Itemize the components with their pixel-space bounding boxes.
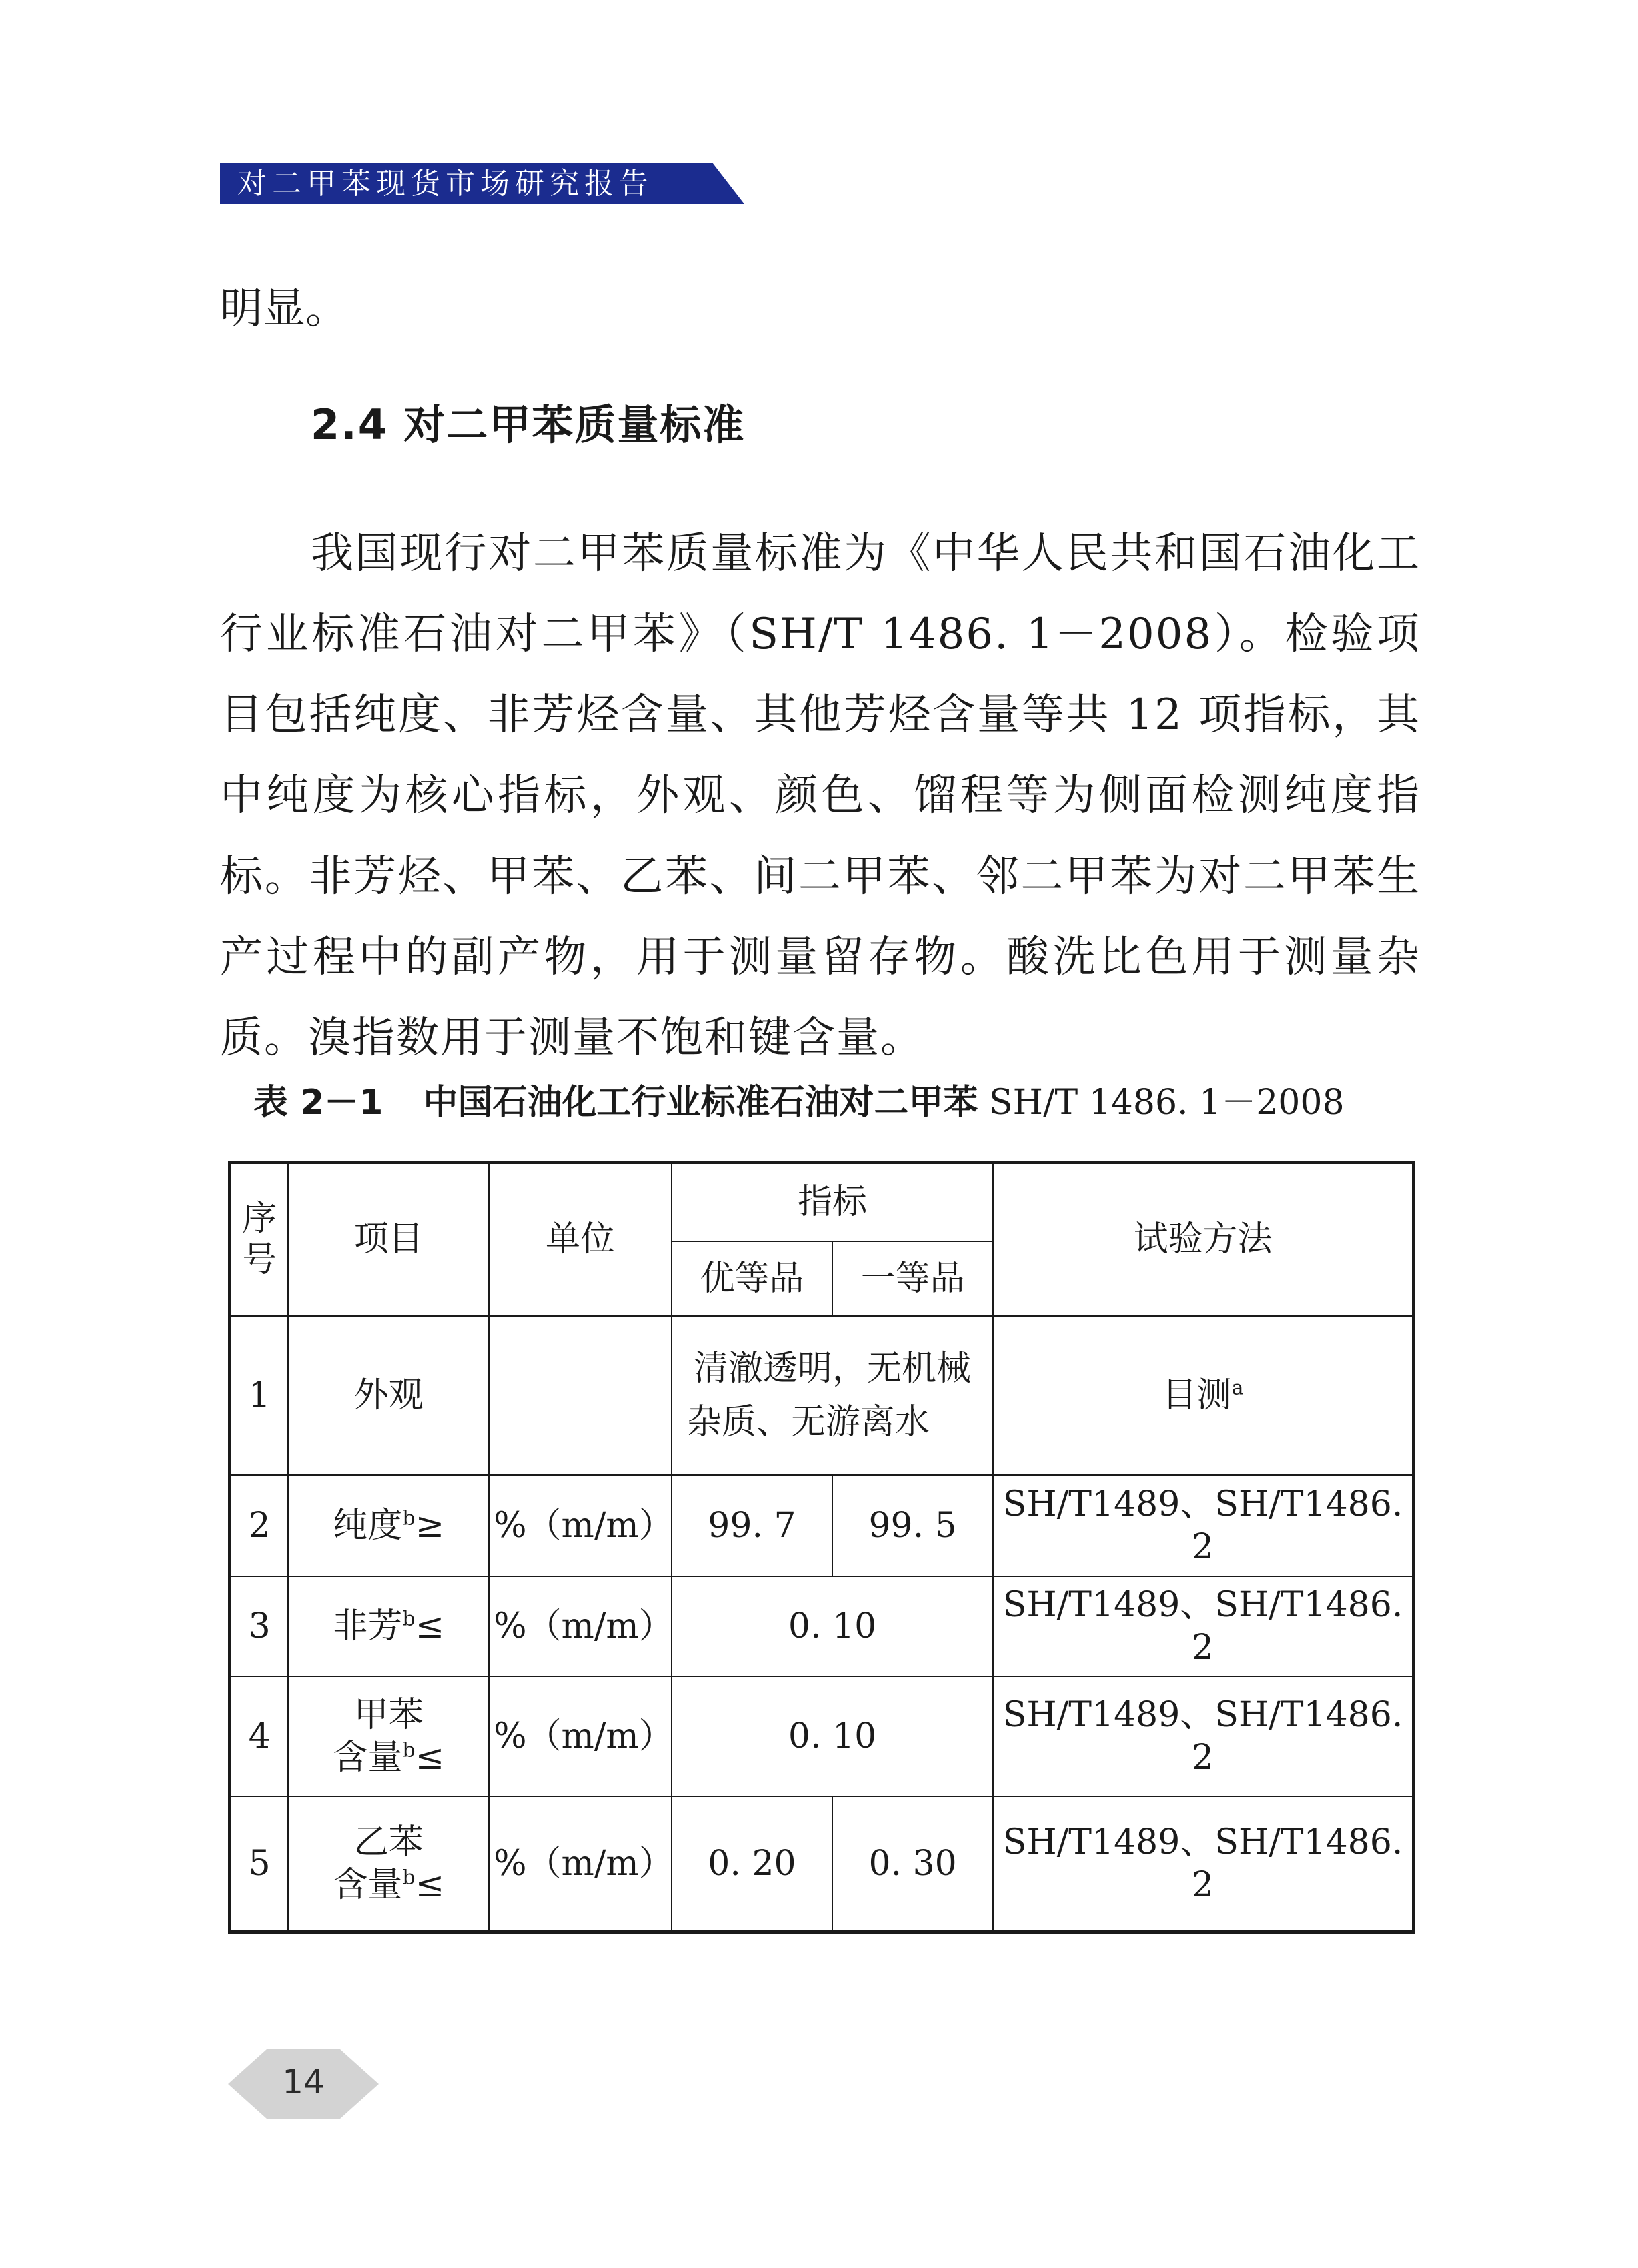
- header-method: 试验方法: [993, 1163, 1413, 1316]
- row-item: [288, 1475, 489, 1576]
- table-row: [230, 1676, 1414, 1796]
- table-row: [230, 1475, 1414, 1576]
- row-seq: 5: [230, 1796, 289, 1932]
- row-unit: %（m/m）: [489, 1676, 672, 1796]
- row-first: 99. 5: [832, 1475, 993, 1576]
- table-caption-number: 表 2－1: [253, 1083, 383, 1123]
- row-method-text: 目测: [1162, 1375, 1232, 1415]
- running-header-title: 对二甲苯现货市场研究报告: [237, 167, 654, 201]
- row-item-text: 非芳: [333, 1606, 403, 1646]
- row-seq: 4: [230, 1676, 289, 1796]
- row-method: SH/T1489、SH/T1486. 2: [993, 1576, 1413, 1676]
- body-paragraph: 我国现行对二甲苯质量标准为《中华人民共和国石油化工行业标准石油对二甲苯》（SH/T 1486. 1－2008）。检验项目包括纯度、非芳烃含量、其他芳烃含量等共 12 项指标，其中纯度为核心指标，外观、颜色、馏程等为侧面检测纯度指标。非芳烃、甲苯、乙苯、间二甲苯、邻二甲苯为对二甲苯生产过程中的副产物，用于测量留存物。酸洗比色用于测量杂质。溴指数用于测量不饱和键含量。: [220, 529, 1421, 1063]
- row-item-text: 含量: [333, 1737, 403, 1778]
- row-item-line1: 乙苯: [353, 1822, 424, 1862]
- row-seq: 1: [230, 1316, 289, 1475]
- row-item-footnote: b: [402, 1866, 416, 1890]
- table-header-row: [230, 1163, 1414, 1241]
- header-item: 项目: [288, 1163, 489, 1316]
- row-item-comparator: ≥: [415, 1505, 445, 1546]
- row-spec-merged: 0. 10: [672, 1576, 993, 1676]
- row-superior: 0. 20: [672, 1796, 832, 1932]
- row-seq: 2: [230, 1475, 289, 1576]
- row-item-comparator: ≤: [415, 1737, 445, 1778]
- row-method: SH/T1489、SH/T1486. 2: [993, 1475, 1413, 1576]
- page-number-badge: [227, 2044, 380, 2124]
- table-row: [230, 1576, 1414, 1676]
- row-unit: %（m/m）: [489, 1796, 672, 1932]
- row-seq: 3: [230, 1576, 289, 1676]
- row-superior: 99. 7: [672, 1475, 832, 1576]
- header-grade-first: 一等品: [832, 1241, 993, 1316]
- table-caption: [253, 1079, 1345, 1126]
- header-index: 指标: [672, 1163, 993, 1241]
- row-item-text: 含量: [333, 1864, 403, 1905]
- row-unit: %（m/m）: [489, 1475, 672, 1576]
- header-grade-superior: 优等品: [672, 1241, 832, 1316]
- row-method: SH/T1489、SH/T1486. 2: [993, 1796, 1413, 1932]
- row-item: 外观: [288, 1316, 489, 1475]
- row-unit: %（m/m）: [489, 1576, 672, 1676]
- row-method-footnote: a: [1231, 1376, 1244, 1400]
- row-spec-merged: 0. 10: [672, 1676, 993, 1796]
- spec-table: [228, 1161, 1415, 1934]
- row-item: [288, 1676, 489, 1796]
- row-item: [288, 1796, 489, 1932]
- row-item-footnote: b: [402, 1738, 416, 1762]
- row-item-comparator: ≤: [415, 1864, 445, 1905]
- table-caption-code: SH/T 1486. 1－2008: [989, 1083, 1345, 1123]
- row-item-line1: 甲苯: [353, 1694, 424, 1735]
- row-item-comparator: ≤: [415, 1606, 445, 1646]
- row-item: [288, 1576, 489, 1676]
- row-first: 0. 30: [832, 1796, 993, 1932]
- row-item-footnote: b: [402, 1506, 416, 1530]
- row-method: SH/T1489、SH/T1486. 2: [993, 1676, 1413, 1796]
- header-seq: [230, 1163, 289, 1316]
- row-method: [993, 1316, 1413, 1475]
- table-row: [230, 1796, 1414, 1932]
- header-seq-label: 序号: [242, 1198, 277, 1280]
- running-header: [220, 163, 754, 205]
- continuation-text: 明显。: [220, 284, 348, 334]
- row-item-footnote: b: [402, 1607, 416, 1631]
- table-caption-title: 中国石油化工行业标准石油对二甲苯: [423, 1083, 978, 1123]
- row-spec-merged: 清澈透明，无机械杂质、无游离水: [672, 1316, 993, 1475]
- row-unit: [489, 1316, 672, 1475]
- table-row: [230, 1316, 1414, 1475]
- row-item-text: 纯度: [333, 1505, 403, 1546]
- section-heading: 2.4 对二甲苯质量标准: [311, 400, 746, 449]
- page-number: 14: [282, 2063, 325, 2101]
- header-unit: 单位: [489, 1163, 672, 1316]
